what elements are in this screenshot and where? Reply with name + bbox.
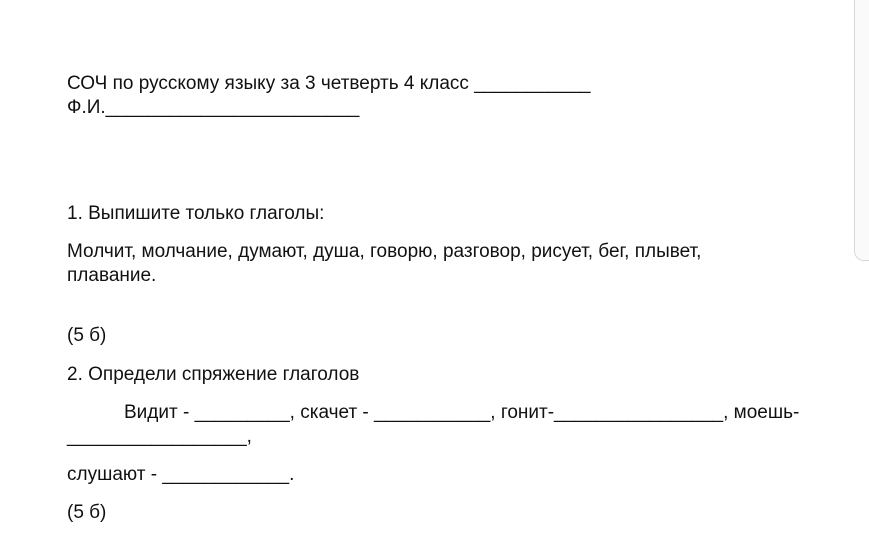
document-title: СОЧ по русскому языку за 3 четверть 4 класс ___________ bbox=[67, 73, 591, 94]
task1-heading: 1. Выпишите только глаголы: bbox=[67, 203, 325, 224]
task2-score: (5 б) bbox=[67, 502, 107, 523]
task1-words-line1: Молчит, молчание, думают, душа, говорю, разговор, рисует, бег, плывет, bbox=[67, 241, 702, 262]
task1-score: (5 б) bbox=[67, 325, 107, 346]
task2-heading: 2. Определи спряжение глаголов bbox=[67, 364, 360, 385]
task1-words-line2: плавание. bbox=[67, 265, 157, 286]
task2-verbs-line1: Видит - _________, скачет - ___________, гонит-________________, моешь- bbox=[124, 402, 800, 423]
task2-verbs-line2: _________________, bbox=[67, 426, 252, 447]
task2-verbs-line3: слушают - ____________. bbox=[67, 464, 295, 485]
student-name-line: Ф.И.________________________ bbox=[67, 97, 360, 118]
scrollbar[interactable] bbox=[854, 0, 869, 261]
